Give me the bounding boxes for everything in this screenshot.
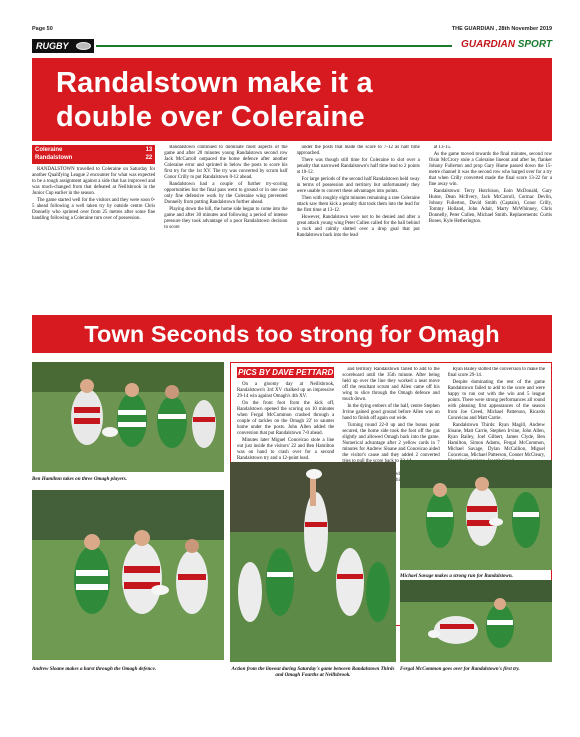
- page-number: Page 50: [32, 26, 53, 32]
- paragraph: Randalstown: Terry Hutchison, Eoin McDonald, Gary Hume, Dean McIlvery, Jack McCarroll, Cormac Devlin, Johnny Fullerton, David Smith (Captain), Conor Crilly, Tommy Holland, John Adair, Marty McWhinney, Chris Donnelly, Peter Cullen, Michael Smith. Replacements: Curtis Bones, Kyle Hetherington.: [428, 189, 552, 224]
- paragraph: On a gloomy day at Neillsbrook, Randalstown's 3rd XV chalked up an impressive 29-14 win against Omagh's 4th XV.: [237, 382, 335, 399]
- paragraph: The game started well for the visitors and they were soon 0-5 ahead following a well taken try by outside centre Chris Donnelly who sprinted over from 25 metres after some fine handling following a Coleraine turn over of possession.: [32, 198, 156, 221]
- paragraph: Playing down the hill, the home side began to come into the game and after 30 minutes and following a period of intense pressure they took advantage of a poor Randalstown decision to score: [164, 207, 288, 230]
- photo-lineout: [230, 462, 396, 662]
- score-points: 13: [145, 147, 153, 153]
- score-points: 22: [145, 154, 153, 161]
- caption-lineout: Action from the lineout during Saturday's game between Randalstown Thirds and Omagh Fourths at Neillsbrook.: [231, 666, 395, 678]
- story1-column-4: [429, 145, 552, 313]
- paragraph: his: [396, 478, 402, 483]
- story1-body: [32, 145, 552, 313]
- guardian-sport-brand: [461, 39, 552, 50]
- paragraph: Then with roughly eight minutes remaining a rare Coleraine attack saw them kick a penalty that took them into the lead for the first time at 13-12.: [296, 196, 420, 213]
- paragraph: Despite dominating the rest of the game Randalstown failed to add to the score and were happy to run out with the win and 5 league points. There were strong performances all round with pleasing first appearances of the season from Joe Creed, Michael Patterson, Ricardo Conceicao and Matt Carrie.: [447, 380, 545, 421]
- paragraph: RANDALSTOWN travelled to Coleraine on Saturday for another Qualifying League 2 encounter for what was expected to be a tough assignment against a side that has improved and was much-changed from that defeated at Neillsbrook in the Junior Cup earlier in the season.: [32, 167, 156, 196]
- paragraph: In the dying embers of the half, centre Stephen Irvine gained good ground before Allen was on hand to finish off again out wide.: [342, 404, 440, 421]
- story1-column-1: [32, 145, 155, 313]
- photo-fergal-mccommon: [400, 580, 552, 662]
- paragraph: Randalstown Thirds: Ryan Magill, Andrew Sloane, Matt Carrie, Stephen Irvine, John Allen, Ryan Bailey, Joel Gilbert, James Clyde, Ben Hamilton, Simon Adams, Fergal McCommon, Michael Savage, Dylan McCallion, Miguel Conceicao, Michael Patterson, Conner McCleary,: [447, 423, 545, 458]
- caption-andrew-sloane: Andrew Sloane makes a burst through the Omagh defence.: [32, 666, 157, 672]
- score-team: Coleraine: [35, 147, 63, 153]
- photo-andrew-sloane: [32, 490, 224, 660]
- score-row: [35, 155, 152, 163]
- photo-andrew-sloane-image: [32, 490, 224, 660]
- photo-fergal-mccommon-image: [400, 580, 552, 662]
- story1-column-2: [164, 145, 287, 313]
- paragraph: Minutes later Miguel Conceicao stole a line out just inside the visitors' 22 and Ben Hamilton was on hand to crash over for a second Randalstown try and a 12-point lead.: [237, 438, 335, 461]
- photo-ben-hamilton-image: [32, 362, 224, 472]
- photo-michael-savage: [400, 460, 552, 570]
- paragraph: and territory Randalstown failed to add to the scoreboard until the 35th minute. After being held up over the line they worked a neat move off the resultant scrum and Allen came off his wing to slice through the Omagh defence and touch down.: [342, 367, 440, 402]
- photo-michael-savage-image: [400, 460, 552, 570]
- brand-guardian: GUARDIAN: [461, 39, 515, 50]
- headline-randalstown: [32, 58, 552, 141]
- paragraph: Randalstown had a couple of further try-scoring opportunities but the final pass went to ground or in one case only fine defensive work by the Coleraine wing prevented Donnelly from putting Randalstown further ahead.: [164, 182, 288, 205]
- caption-michael-savage: Michael Savage makes a strong run for Randalstown.: [400, 573, 513, 579]
- score-team: Randalstown: [35, 154, 73, 161]
- paragraph: However, Randalstown were not to be denied and after a great attack young wing Peter Cullen called for the ball behind a ruck and calmly slotted over a drop goal that put Randalstown back into the lead: [296, 215, 420, 238]
- paragraph: Randalstown continued to dominate most aspects of the game and after 20 minutes young Randalstown second row Jack McCarroll outpaced the home defence after another Coleraine error and sprinted in below the posts to score his first try for the 1st XV. The try was converted by scrum half Conor Crilly to put Randalstown 0-12 ahead.: [164, 145, 288, 180]
- paragraph: There was though still time for Coleraine to slot over a penalty that narrowed Randalstown's half time lead to 2 points at 10-12.: [296, 158, 420, 175]
- paragraph: Ryan Bailey slotted the conversion to make the final score 29-14.: [447, 367, 545, 378]
- paragraph: Turning round 22-0 up and the bonus point secured, the home side took the foot off the gas slightly and allowed Omagh back into the game. Numerical advantage after 2 yellow cards in 7 minutes for Andrew Sloane and Conceicao aided the visitor's cause and they added 2 converted to: [342, 423, 440, 464]
- caption-fergal-mccommon: Fergal McCommon goes over for Randalstown's first try.: [400, 666, 520, 672]
- story1-column-3: [297, 145, 420, 313]
- paragraph: at 13-15.: [433, 145, 452, 150]
- photo-ben-hamilton: [32, 362, 224, 472]
- headline-line-2: double over Coleraine: [56, 101, 365, 133]
- paragraph: under the posts that made the score to 7-12 as half time approached.: [296, 145, 420, 156]
- masthead-date: THE GUARDIAN , 28th November 2019: [451, 26, 552, 32]
- photo-byline: PICS BY DAVE PETTARD: [238, 368, 334, 377]
- score-box: [32, 145, 155, 164]
- brand-sport: SPORT: [517, 39, 552, 50]
- score-row: [35, 147, 152, 155]
- section-tag: RUGBY: [32, 39, 94, 53]
- paragraph: As the game moved towards the final minutes, second row Oisin McCrory stole a Coleraine lineout and after he, flanker Johnny Fullerton and prop Gary Hume passed down the 15-metre channel it was the second row who barged over for a try that when Crilly converted made the final score 13-22 for a fine away win.: [428, 152, 552, 187]
- headline-line-1: Randalstown make it a: [56, 67, 373, 99]
- page-header: [32, 26, 552, 36]
- caption-ben-hamilton: Ben Hamilton takes on three Omagh players.: [32, 476, 127, 482]
- paragraph: For large periods of the second half Randalstown held sway in terms of possession and territory but unfortunately they were unable to convert these advantages into points.: [296, 177, 420, 194]
- photo-lineout-image: [230, 462, 396, 662]
- headline-town-seconds: Town Seconds too strong for Omagh: [32, 315, 552, 353]
- paragraph: On the front foot from the kick off, Randalstown opened the scoring on 10 minutes when Fergal McCommon crashed through a couple of tackles on the Omagh 22' to saunter home under the posts. John Allen added the conversion that put Randalstown 7-0 ahead.: [237, 401, 335, 436]
- rugby-ball-icon: [76, 42, 91, 50]
- section-divider: [96, 45, 452, 47]
